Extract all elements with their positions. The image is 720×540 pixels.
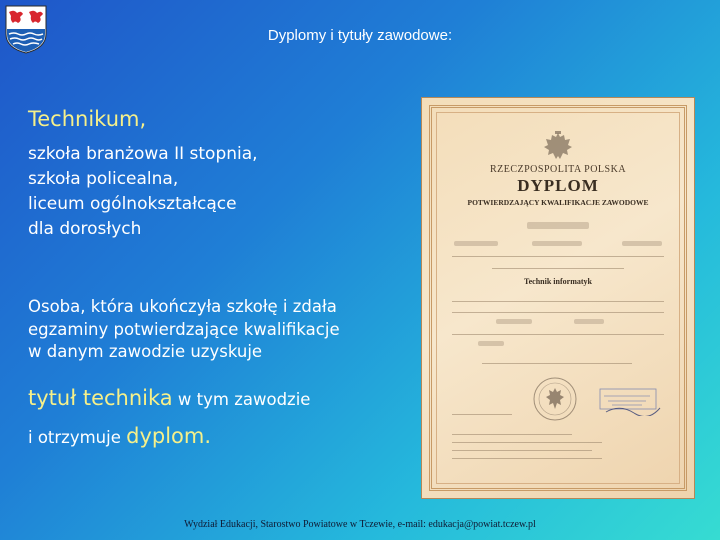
- stamp-icon: [598, 386, 662, 416]
- title-line: [28, 386, 310, 410]
- diploma-country: RZECZPOSPOLITA POLSKA: [489, 164, 627, 175]
- seal-icon: [532, 376, 578, 422]
- text-line: [452, 442, 602, 443]
- text-line: [452, 458, 602, 459]
- heading-technikum: Technikum,: [28, 107, 147, 131]
- list-item: liceum ogólnokształcące: [28, 194, 237, 214]
- redacted-name: [527, 222, 589, 229]
- title-rest: w tym zawodzie: [172, 390, 311, 409]
- diploma-highlight: dyplom: [126, 424, 205, 448]
- eagle-emblem-icon: [543, 130, 573, 162]
- diploma-profession: Technik informatyk: [524, 277, 592, 286]
- diploma-suffix: .: [204, 424, 212, 448]
- redacted-field: [622, 241, 662, 246]
- text-line: [492, 268, 624, 269]
- paragraph-line: Osoba, która ukończyła szkołę i zdała: [28, 297, 337, 316]
- redacted-field: [574, 319, 604, 324]
- school-type-list: [28, 142, 258, 242]
- diploma-image: [422, 98, 694, 498]
- redacted-field: [454, 241, 498, 246]
- diploma-title: DYPLOM: [517, 176, 599, 195]
- text-line: [452, 334, 664, 335]
- paragraph-line: egzaminy potwierdzające kwalifikacje: [28, 319, 340, 339]
- paragraph-line: w danym zawodzie uzyskuje: [28, 342, 263, 361]
- text-line: [452, 414, 512, 415]
- redacted-field: [532, 241, 582, 246]
- list-item: dla dorosłych: [28, 219, 142, 239]
- text-line: [452, 450, 592, 451]
- description-paragraph: [28, 296, 340, 364]
- text-line: [452, 312, 664, 313]
- footer-contact: Wydział Edukacji, Starostwo Powiatowe w Tczewie, e-mail: edukacja@powiat.tczew.pl: [184, 519, 536, 530]
- title-highlight: tytuł technika: [28, 386, 173, 410]
- list-item: szkoła branżowa II stopnia,: [28, 144, 258, 164]
- redacted-field: [496, 319, 532, 324]
- text-line: [482, 363, 632, 364]
- slide-title: Dyplomy i tytuły zawodowe:: [267, 27, 453, 44]
- diploma-prefix: i otrzymuje: [28, 428, 127, 447]
- diploma-subtitle: POTWIERDZAJĄCY KWALIFIKACJE ZAWODOWE: [467, 198, 649, 207]
- text-line: [452, 256, 664, 257]
- diploma-line: [28, 424, 211, 448]
- redacted-field: [478, 341, 504, 346]
- text-line: [452, 301, 664, 302]
- list-item: szkoła policealna,: [28, 169, 179, 189]
- text-line: [452, 434, 572, 435]
